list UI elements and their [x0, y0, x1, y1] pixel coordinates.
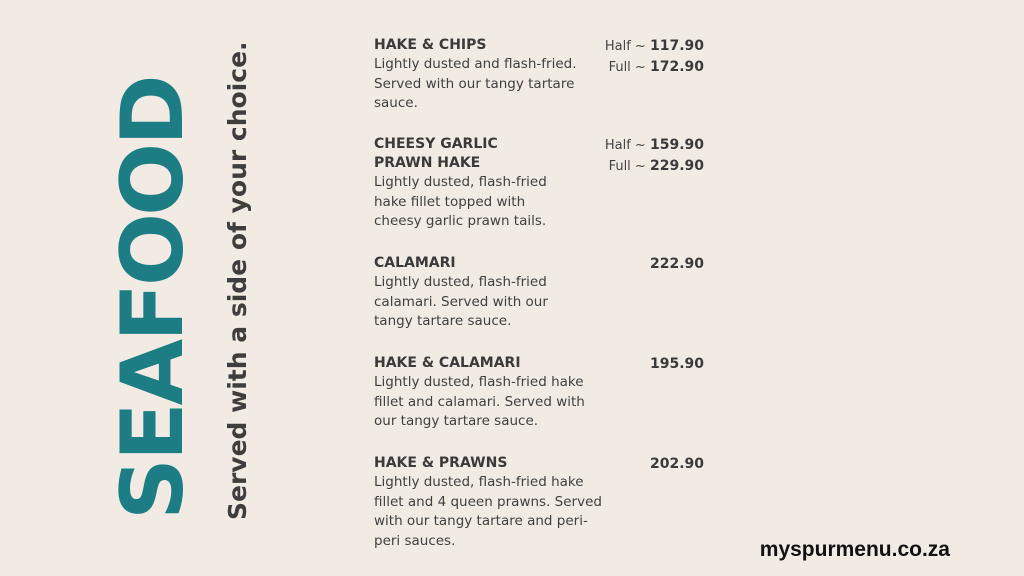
price-label: Full ~ — [608, 60, 646, 75]
item-prices — [605, 135, 704, 177]
price-label: Half ~ — [604, 39, 646, 54]
item-description: Lightly dusted, flash-fried hake fillet topped with cheesy garlic prawn tails. — [374, 174, 547, 229]
price-line — [605, 156, 704, 177]
item-name: HAKE & CALAMARI — [374, 355, 521, 371]
price-line — [605, 36, 704, 57]
price-line — [650, 354, 704, 375]
price-value: 159.90 — [649, 137, 704, 153]
price-value: 117.90 — [649, 38, 704, 54]
item-description: Lightly dusted, flash-fried hake fillet and 4 queen prawns. Served with our tangy tartare and peri-peri sauces. — [374, 474, 602, 549]
price-label: Half ~ — [604, 138, 646, 153]
item-description: Lightly dusted, flash-fried calamari. Served with our tangy tartare sauce. — [374, 274, 548, 329]
item-prices — [650, 454, 704, 475]
price-line — [605, 135, 704, 156]
item-name: HAKE & PRAWNS — [374, 455, 508, 471]
price-value: 222.90 — [649, 256, 704, 272]
price-line — [650, 254, 704, 275]
price-label: Full ~ — [608, 159, 646, 174]
item-description: Lightly dusted and flash-fried. Served with our tangy tartare sauce. — [374, 56, 577, 111]
item-name: CALAMARI — [374, 255, 456, 271]
price-value: 195.90 — [649, 356, 704, 372]
menu-item — [374, 135, 714, 232]
section-subtitle: Served with a side of your choice. — [223, 41, 252, 520]
item-prices — [650, 254, 704, 275]
menu-item — [374, 354, 714, 432]
item-prices — [605, 36, 704, 78]
item-prices — [650, 354, 704, 375]
menu-item — [374, 454, 714, 551]
price-line — [650, 454, 704, 475]
price-line — [605, 57, 704, 78]
price-value: 202.90 — [649, 456, 704, 472]
menu-item — [374, 36, 714, 114]
item-description: Lightly dusted, flash-fried hake fillet and calamari. Served with our tangy tartare sauce. — [374, 374, 585, 429]
item-name: CHEESY GARLIC PRAWN HAKE — [374, 136, 498, 171]
menu-item — [374, 254, 714, 332]
price-value: 229.90 — [649, 158, 704, 174]
item-name: HAKE & CHIPS — [374, 37, 487, 53]
site-watermark: myspurmenu.co.za — [759, 538, 950, 561]
section-title: SEAFOOD — [103, 77, 203, 520]
price-value: 172.90 — [649, 59, 704, 75]
